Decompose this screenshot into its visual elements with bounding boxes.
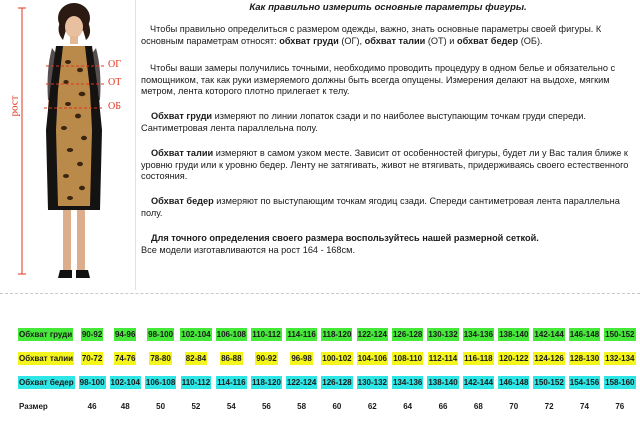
- page-heading: Как правильно измерить основные параметры фигуры.: [249, 2, 527, 13]
- final-plain-text: Все модели изготавливаются на рост 164 - 168см.: [141, 244, 355, 255]
- size-cell: [77, 370, 108, 394]
- size-value: 114-116: [217, 377, 246, 387]
- size-value: 132-134: [605, 353, 635, 363]
- size-value: 46: [87, 401, 97, 411]
- size-value: 146-148: [499, 377, 529, 387]
- size-cell: [249, 322, 284, 346]
- hips-text: измеряют по выступающим точкам ягодиц сзади. Спереди сантиметровая лента параллельна полу.: [141, 196, 620, 218]
- size-value: 96-98: [291, 353, 312, 363]
- accuracy-paragraph: Чтобы ваши замеры получились точными, необходимо проводить процедуру в одном белье и обязательно с помощником, так как руки измеряемого должны быть всегда опущены. Измерения делают на выдохе, мягким метром, лента которого плотно прилегает к телу.: [141, 63, 616, 97]
- size-cell: [143, 394, 178, 418]
- measurement-instructions: [141, 2, 635, 256]
- size-value: 60: [332, 401, 342, 411]
- size-cell: [602, 394, 637, 418]
- size-value: 120-122: [499, 353, 529, 363]
- chest-text: измеряют по линии лопаток сзади и по наиболее выступающим точкам груди спереди. Сантиметровая лента параллельна полу.: [141, 111, 586, 133]
- size-row-size: [16, 394, 638, 418]
- size-value: 116-118: [464, 353, 493, 363]
- size-row-hips: [16, 370, 638, 394]
- size-cell: [355, 322, 390, 346]
- size-cell: [249, 346, 284, 370]
- size-cell: [249, 370, 284, 394]
- size-cell: [284, 322, 319, 346]
- chest-lead: Обхват груди: [151, 111, 213, 122]
- size-cell: [531, 370, 566, 394]
- size-value: 150-152: [534, 377, 564, 387]
- size-value: 76: [615, 401, 625, 411]
- size-cell: [496, 394, 531, 418]
- row-label-cell: [16, 370, 77, 394]
- row-label-cell: [16, 346, 77, 370]
- size-value: 94-96: [114, 329, 136, 339]
- size-value: 130-132: [357, 377, 387, 387]
- row-label: Размер: [19, 401, 48, 411]
- waist-paragraph: [141, 148, 635, 182]
- size-cell: [602, 370, 637, 394]
- size-value: 134-136: [392, 377, 423, 387]
- intro-hips-abbr: (ОБ).: [518, 35, 543, 46]
- size-cell: [178, 370, 213, 394]
- intro-waist-abbr: (ОТ) и: [425, 35, 457, 46]
- size-cell: [461, 370, 496, 394]
- size-cell: [284, 346, 319, 370]
- size-value: 102-104: [110, 377, 140, 387]
- intro-paragraph: [141, 24, 635, 47]
- size-value: 102-104: [181, 329, 211, 339]
- size-cell: [461, 322, 496, 346]
- size-value: 100-102: [322, 353, 352, 363]
- size-cell: [178, 394, 213, 418]
- size-cell: [425, 322, 460, 346]
- size-cell: [143, 322, 178, 346]
- size-value: 138-140: [428, 377, 458, 387]
- hips-paragraph: [141, 196, 635, 219]
- size-value: 70-72: [81, 353, 103, 363]
- size-cell: [108, 394, 143, 418]
- hips-lead: Обхват бедер: [151, 196, 214, 207]
- final-bold-text: Для точного определения своего размера воспользуйтесь нашей размерной сеткой.: [151, 233, 539, 244]
- size-value: 158-160: [605, 377, 635, 387]
- size-cell: [602, 346, 637, 370]
- size-cell: [143, 370, 178, 394]
- size-cell: [496, 370, 531, 394]
- size-cell: [214, 394, 249, 418]
- size-cell: [531, 346, 566, 370]
- size-cell: [531, 394, 566, 418]
- size-value: 86-88: [221, 353, 242, 363]
- size-value: 154-156: [569, 377, 600, 387]
- size-value: 130-132: [428, 329, 458, 339]
- row-label: Обхват талии: [19, 353, 74, 363]
- size-cell: [178, 346, 213, 370]
- size-value: 58: [297, 401, 307, 411]
- size-cell: [108, 322, 143, 346]
- size-cell: [319, 394, 354, 418]
- size-value: 64: [403, 401, 413, 411]
- size-value: 50: [156, 401, 166, 411]
- size-cell: [461, 394, 496, 418]
- size-cell: [602, 322, 637, 346]
- size-value: 126-128: [322, 377, 352, 387]
- size-cell: [461, 346, 496, 370]
- size-cell: [567, 322, 602, 346]
- size-value: 66: [438, 401, 448, 411]
- vertical-divider: [135, 0, 136, 290]
- size-value: 126-128: [392, 329, 423, 339]
- size-cell: [567, 346, 602, 370]
- row-label: Обхват бедер: [19, 377, 74, 387]
- size-cell: [284, 394, 319, 418]
- size-value: 68: [473, 401, 483, 411]
- size-value: 108-110: [393, 353, 423, 363]
- size-cell: [567, 370, 602, 394]
- size-value: 56: [261, 401, 271, 411]
- height-measure-label: рост: [8, 95, 21, 117]
- row-label-cell: [16, 322, 77, 346]
- size-cell: [531, 322, 566, 346]
- size-cell: [214, 346, 249, 370]
- hips-measure-label: ОБ: [108, 101, 121, 112]
- size-cell: [108, 346, 143, 370]
- intro-chest-term: обхват груди: [279, 35, 339, 46]
- size-value: 114-116: [287, 329, 316, 339]
- size-value: 74-76: [114, 353, 136, 363]
- size-cell: [249, 394, 284, 418]
- size-value: 104-106: [357, 353, 387, 363]
- size-cell: [77, 394, 108, 418]
- size-value: 54: [226, 401, 236, 411]
- model-figure-illustration: [8, 0, 136, 288]
- chest-measure-label: ОГ: [108, 59, 122, 70]
- dress-model-image: [8, 0, 136, 288]
- row-label-cell: [16, 394, 77, 418]
- size-value: 122-124: [357, 329, 387, 339]
- size-value: 118-120: [322, 329, 352, 339]
- size-table: [16, 322, 638, 418]
- size-table-body: [16, 322, 638, 418]
- size-value: 98-100: [79, 377, 105, 387]
- intro-text: Чтобы правильно определиться с размером одежды, важно, знать основные параметры своей фигуры. К основным параметрам относят:: [141, 24, 602, 46]
- chest-paragraph: [141, 111, 635, 134]
- row-label: Обхват груди: [19, 329, 73, 339]
- size-value: 74: [580, 401, 589, 411]
- intro-chest-abbr: (ОГ),: [338, 35, 365, 46]
- waist-text: измеряют в самом узком месте. Зависит от особенностей фигуры, будет ли у Вас талия ближе к уровню груди или к уровню бедер. Ленту не затягивать, живот не втягивать, придерживаясь своего естественного состояния.: [141, 148, 629, 182]
- size-value: 48: [120, 401, 130, 411]
- size-value: 112-114: [428, 353, 458, 363]
- final-paragraph: [141, 233, 635, 256]
- size-value: 118-120: [251, 377, 281, 387]
- size-value: 142-144: [463, 377, 494, 387]
- size-value: 122-124: [286, 377, 317, 387]
- size-value: 90-92: [81, 329, 103, 339]
- intro-hips-term: обхват бедер: [456, 35, 519, 46]
- size-cell: [425, 370, 460, 394]
- size-value: 146-148: [569, 329, 600, 339]
- waist-lead: Обхват талии: [151, 148, 214, 159]
- size-value: 98-100: [148, 329, 174, 339]
- size-cell: [284, 370, 319, 394]
- size-cell: [390, 394, 425, 418]
- waist-measure-label: ОТ: [108, 77, 122, 88]
- size-value: 110-112: [181, 377, 211, 387]
- size-value: 110-112: [252, 329, 281, 339]
- size-cell: [355, 394, 390, 418]
- size-cell: [214, 370, 249, 394]
- size-cell: [77, 346, 108, 370]
- size-value: 124-126: [534, 353, 564, 363]
- size-cell: [390, 370, 425, 394]
- size-value: 128-130: [569, 353, 600, 363]
- size-cell: [143, 346, 178, 370]
- size-cell: [390, 346, 425, 370]
- size-value: 150-152: [605, 329, 635, 339]
- size-value: 138-140: [499, 329, 529, 339]
- size-value: 70: [509, 401, 519, 411]
- size-value: 78-80: [150, 353, 171, 363]
- size-value: 82-84: [185, 353, 207, 363]
- size-cell: [496, 322, 531, 346]
- size-value: 90-92: [256, 353, 277, 363]
- size-value: 142-144: [534, 329, 564, 339]
- size-cell: [77, 322, 108, 346]
- size-cell: [496, 346, 531, 370]
- horizontal-divider: [0, 293, 640, 294]
- size-cell: [108, 370, 143, 394]
- size-cell: [390, 322, 425, 346]
- size-value: 72: [544, 401, 554, 411]
- size-value: 134-136: [463, 329, 494, 339]
- size-value: 52: [191, 401, 201, 411]
- size-row-chest: [16, 322, 638, 346]
- size-value: 106-108: [216, 329, 246, 339]
- size-cell: [355, 346, 390, 370]
- size-cell: [319, 370, 354, 394]
- size-cell: [567, 394, 602, 418]
- size-cell: [214, 322, 249, 346]
- size-value: 62: [367, 401, 377, 411]
- size-cell: [319, 322, 354, 346]
- size-cell: [355, 370, 390, 394]
- size-cell: [319, 346, 354, 370]
- intro-waist-term: обхват талии: [364, 35, 426, 46]
- size-cell: [425, 346, 460, 370]
- size-cell: [178, 322, 213, 346]
- size-value: 106-108: [145, 377, 176, 387]
- size-cell: [425, 394, 460, 418]
- size-row-waist: [16, 346, 638, 370]
